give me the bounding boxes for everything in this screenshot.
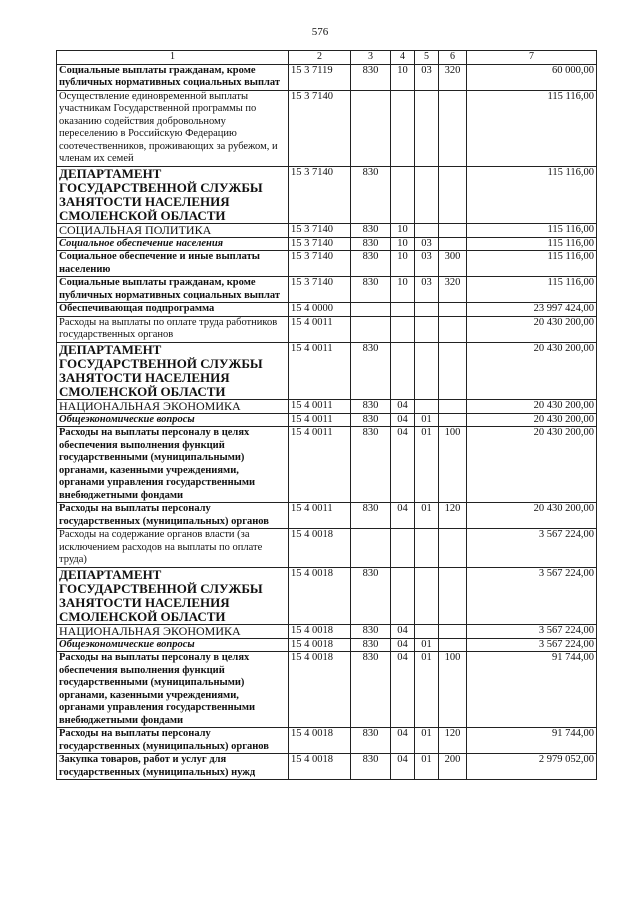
row-code-cell: 15 3 7140 (289, 251, 351, 277)
budget-table (56, 50, 597, 780)
row-section-cell (391, 303, 415, 317)
row-amount-cell: 60 000,00 (467, 64, 597, 90)
row-ministry-code-cell: 830 (351, 399, 391, 413)
row-ministry-code-cell: 830 (351, 223, 391, 237)
row-amount-cell: 20 430 200,00 (467, 399, 597, 413)
row-code-cell: 15 4 0011 (289, 503, 351, 529)
row-name-cell: ДЕПАРТАМЕНТ ГОСУДАРСТВЕННОЙ СЛУЖБЫ ЗАНЯТОСТИ НАСЕЛЕНИЯ СМОЛЕНСКОЙ ОБЛАСТИ (57, 567, 289, 624)
row-expense-type-cell (439, 237, 467, 251)
row-expense-type-cell (439, 567, 467, 624)
row-subsection-cell (415, 567, 439, 624)
header-cell: 5 (415, 51, 439, 65)
row-expense-type-cell: 320 (439, 64, 467, 90)
row-amount-cell: 2 979 052,00 (467, 754, 597, 780)
header-row (57, 51, 597, 65)
row-subsection-cell: 01 (415, 427, 439, 503)
row-name-cell: Расходы на содержание органов власти (за исключением расходов на выплаты по оплате труда) (57, 529, 289, 568)
row-code-cell: 15 3 7140 (289, 223, 351, 237)
row-expense-type-cell: 320 (439, 277, 467, 303)
row-amount-cell: 3 567 224,00 (467, 567, 597, 624)
row-subsection-cell (415, 303, 439, 317)
row-name-cell: НАЦИОНАЛЬНАЯ ЭКОНОМИКА (57, 624, 289, 638)
row-subsection-cell (415, 166, 439, 223)
row-amount-cell: 20 430 200,00 (467, 427, 597, 503)
table-row (57, 503, 597, 529)
row-section-cell: 04 (391, 754, 415, 780)
table-row (57, 754, 597, 780)
table-row (57, 638, 597, 652)
row-section-cell: 04 (391, 427, 415, 503)
row-section-cell: 04 (391, 728, 415, 754)
table-row (57, 567, 597, 624)
row-amount-cell: 20 430 200,00 (467, 413, 597, 427)
row-expense-type-cell: 120 (439, 503, 467, 529)
row-code-cell: 15 4 0011 (289, 413, 351, 427)
row-ministry-code-cell (351, 90, 391, 166)
row-name-cell: Общеэкономические вопросы (57, 638, 289, 652)
row-expense-type-cell (439, 223, 467, 237)
row-ministry-code-cell: 830 (351, 638, 391, 652)
row-ministry-code-cell: 830 (351, 413, 391, 427)
row-name-cell: Общеэкономические вопросы (57, 413, 289, 427)
row-code-cell: 15 3 7140 (289, 166, 351, 223)
table-row (57, 64, 597, 90)
row-amount-cell: 91 744,00 (467, 728, 597, 754)
row-section-cell (391, 567, 415, 624)
table-row (57, 303, 597, 317)
header-cell: 6 (439, 51, 467, 65)
table-row (57, 652, 597, 728)
page-number: 576 (311, 26, 329, 38)
row-name-cell: Расходы на выплаты персоналу государственных (муниципальных) органов (57, 503, 289, 529)
row-amount-cell: 23 997 424,00 (467, 303, 597, 317)
row-expense-type-cell (439, 638, 467, 652)
row-section-cell (391, 529, 415, 568)
row-section-cell: 04 (391, 652, 415, 728)
row-code-cell: 15 4 0018 (289, 754, 351, 780)
row-section-cell (391, 342, 415, 399)
row-amount-cell: 115 116,00 (467, 251, 597, 277)
row-ministry-code-cell: 830 (351, 166, 391, 223)
row-amount-cell: 115 116,00 (467, 237, 597, 251)
row-ministry-code-cell: 830 (351, 237, 391, 251)
row-subsection-cell (415, 529, 439, 568)
row-amount-cell: 91 744,00 (467, 652, 597, 728)
table-row (57, 251, 597, 277)
row-amount-cell: 20 430 200,00 (467, 342, 597, 399)
row-name-cell: Социальные выплаты гражданам, кроме публичных нормативных социальных выплат (57, 64, 289, 90)
row-name-cell: Расходы на выплаты по оплате труда работников государственных органов (57, 316, 289, 342)
row-ministry-code-cell: 830 (351, 64, 391, 90)
table-row (57, 728, 597, 754)
row-section-cell: 10 (391, 251, 415, 277)
header-cell: 2 (289, 51, 351, 65)
row-code-cell: 15 4 0018 (289, 652, 351, 728)
row-section-cell: 04 (391, 413, 415, 427)
row-subsection-cell: 03 (415, 64, 439, 90)
header-cell: 3 (351, 51, 391, 65)
row-name-cell: Расходы на выплаты персоналу в целях обеспечения выполнения функций государственными (муниципальными) органами, казенными учреждениями, органами управления государственными внебюджетными фондами (57, 427, 289, 503)
row-ministry-code-cell (351, 316, 391, 342)
row-ministry-code-cell: 830 (351, 652, 391, 728)
row-expense-type-cell: 100 (439, 652, 467, 728)
row-expense-type-cell: 300 (439, 251, 467, 277)
row-section-cell (391, 316, 415, 342)
row-expense-type-cell: 120 (439, 728, 467, 754)
row-ministry-code-cell: 830 (351, 754, 391, 780)
table-row (57, 529, 597, 568)
row-subsection-cell: 01 (415, 728, 439, 754)
table-row (57, 342, 597, 399)
row-section-cell: 04 (391, 503, 415, 529)
row-name-cell: Обеспечивающая подпрограмма (57, 303, 289, 317)
header-cell: 1 (57, 51, 289, 65)
row-subsection-cell: 03 (415, 277, 439, 303)
row-ministry-code-cell: 830 (351, 728, 391, 754)
row-subsection-cell (415, 316, 439, 342)
row-ministry-code-cell: 830 (351, 251, 391, 277)
row-code-cell: 15 3 7140 (289, 237, 351, 251)
row-code-cell: 15 4 0018 (289, 638, 351, 652)
row-expense-type-cell (439, 303, 467, 317)
row-code-cell: 15 4 0011 (289, 399, 351, 413)
row-code-cell: 15 4 0011 (289, 316, 351, 342)
row-code-cell: 15 4 0018 (289, 529, 351, 568)
row-name-cell: ДЕПАРТАМЕНТ ГОСУДАРСТВЕННОЙ СЛУЖБЫ ЗАНЯТОСТИ НАСЕЛЕНИЯ СМОЛЕНСКОЙ ОБЛАСТИ (57, 166, 289, 223)
row-subsection-cell: 03 (415, 237, 439, 251)
row-section-cell (391, 166, 415, 223)
row-amount-cell: 115 116,00 (467, 277, 597, 303)
row-subsection-cell: 01 (415, 413, 439, 427)
row-subsection-cell: 01 (415, 652, 439, 728)
row-amount-cell: 115 116,00 (467, 90, 597, 166)
table-row (57, 277, 597, 303)
row-amount-cell: 115 116,00 (467, 223, 597, 237)
table-row (57, 427, 597, 503)
row-code-cell: 15 4 0018 (289, 567, 351, 624)
row-name-cell: СОЦИАЛЬНАЯ ПОЛИТИКА (57, 223, 289, 237)
row-ministry-code-cell (351, 303, 391, 317)
row-expense-type-cell (439, 342, 467, 399)
row-expense-type-cell (439, 624, 467, 638)
row-name-cell: Социальное обеспечение и иные выплаты населению (57, 251, 289, 277)
row-ministry-code-cell: 830 (351, 427, 391, 503)
row-subsection-cell (415, 399, 439, 413)
row-section-cell: 04 (391, 638, 415, 652)
row-expense-type-cell: 100 (439, 427, 467, 503)
table-row (57, 399, 597, 413)
row-code-cell: 15 4 0018 (289, 728, 351, 754)
row-name-cell: Социальные выплаты гражданам, кроме публичных нормативных социальных выплат (57, 277, 289, 303)
row-subsection-cell: 01 (415, 638, 439, 652)
table-row (57, 624, 597, 638)
row-section-cell (391, 90, 415, 166)
row-amount-cell: 20 430 200,00 (467, 316, 597, 342)
row-name-cell: Социальное обеспечение населения (57, 237, 289, 251)
row-code-cell: 15 4 0018 (289, 624, 351, 638)
row-code-cell: 15 3 7140 (289, 277, 351, 303)
row-subsection-cell: 03 (415, 251, 439, 277)
row-name-cell: Расходы на выплаты персоналу в целях обеспечения выполнения функций государственными (муниципальными) органами, казенными учреждениями, органами управления государственными внебюджетными фондами (57, 652, 289, 728)
row-ministry-code-cell: 830 (351, 277, 391, 303)
table-row (57, 223, 597, 237)
row-section-cell: 10 (391, 223, 415, 237)
table-row (57, 413, 597, 427)
table-row (57, 316, 597, 342)
row-subsection-cell (415, 90, 439, 166)
row-subsection-cell: 01 (415, 754, 439, 780)
row-amount-cell: 3 567 224,00 (467, 638, 597, 652)
row-name-cell: Осуществление единовременной выплаты участникам Государственной программы по оказанию содействия добровольному переселению в Российскую Федерацию соотечественников, проживающих за рубежом, и членам их семей (57, 90, 289, 166)
row-ministry-code-cell: 830 (351, 567, 391, 624)
row-name-cell: Расходы на выплаты персоналу государственных (муниципальных) органов (57, 728, 289, 754)
row-subsection-cell (415, 624, 439, 638)
row-section-cell: 04 (391, 399, 415, 413)
table-row (57, 166, 597, 223)
row-code-cell: 15 4 0011 (289, 427, 351, 503)
row-subsection-cell: 01 (415, 503, 439, 529)
row-section-cell: 10 (391, 237, 415, 251)
row-code-cell: 15 4 0000 (289, 303, 351, 317)
row-amount-cell: 3 567 224,00 (467, 529, 597, 568)
row-section-cell: 10 (391, 64, 415, 90)
row-expense-type-cell (439, 529, 467, 568)
row-section-cell: 04 (391, 624, 415, 638)
row-ministry-code-cell: 830 (351, 624, 391, 638)
row-expense-type-cell (439, 90, 467, 166)
row-expense-type-cell (439, 316, 467, 342)
row-name-cell: НАЦИОНАЛЬНАЯ ЭКОНОМИКА (57, 399, 289, 413)
row-subsection-cell (415, 342, 439, 399)
table-row (57, 90, 597, 166)
row-ministry-code-cell: 830 (351, 503, 391, 529)
row-expense-type-cell (439, 166, 467, 223)
row-subsection-cell (415, 223, 439, 237)
row-code-cell: 15 4 0011 (289, 342, 351, 399)
row-section-cell: 10 (391, 277, 415, 303)
header-cell: 4 (391, 51, 415, 65)
row-ministry-code-cell: 830 (351, 342, 391, 399)
row-code-cell: 15 3 7119 (289, 64, 351, 90)
row-amount-cell: 3 567 224,00 (467, 624, 597, 638)
row-amount-cell: 20 430 200,00 (467, 503, 597, 529)
row-amount-cell: 115 116,00 (467, 166, 597, 223)
header-cell: 7 (467, 51, 597, 65)
row-expense-type-cell (439, 413, 467, 427)
row-ministry-code-cell (351, 529, 391, 568)
row-code-cell: 15 3 7140 (289, 90, 351, 166)
table-row (57, 237, 597, 251)
row-name-cell: ДЕПАРТАМЕНТ ГОСУДАРСТВЕННОЙ СЛУЖБЫ ЗАНЯТОСТИ НАСЕЛЕНИЯ СМОЛЕНСКОЙ ОБЛАСТИ (57, 342, 289, 399)
row-name-cell: Закупка товаров, работ и услуг для государственных (муниципальных) нужд (57, 754, 289, 780)
row-expense-type-cell (439, 399, 467, 413)
row-expense-type-cell: 200 (439, 754, 467, 780)
